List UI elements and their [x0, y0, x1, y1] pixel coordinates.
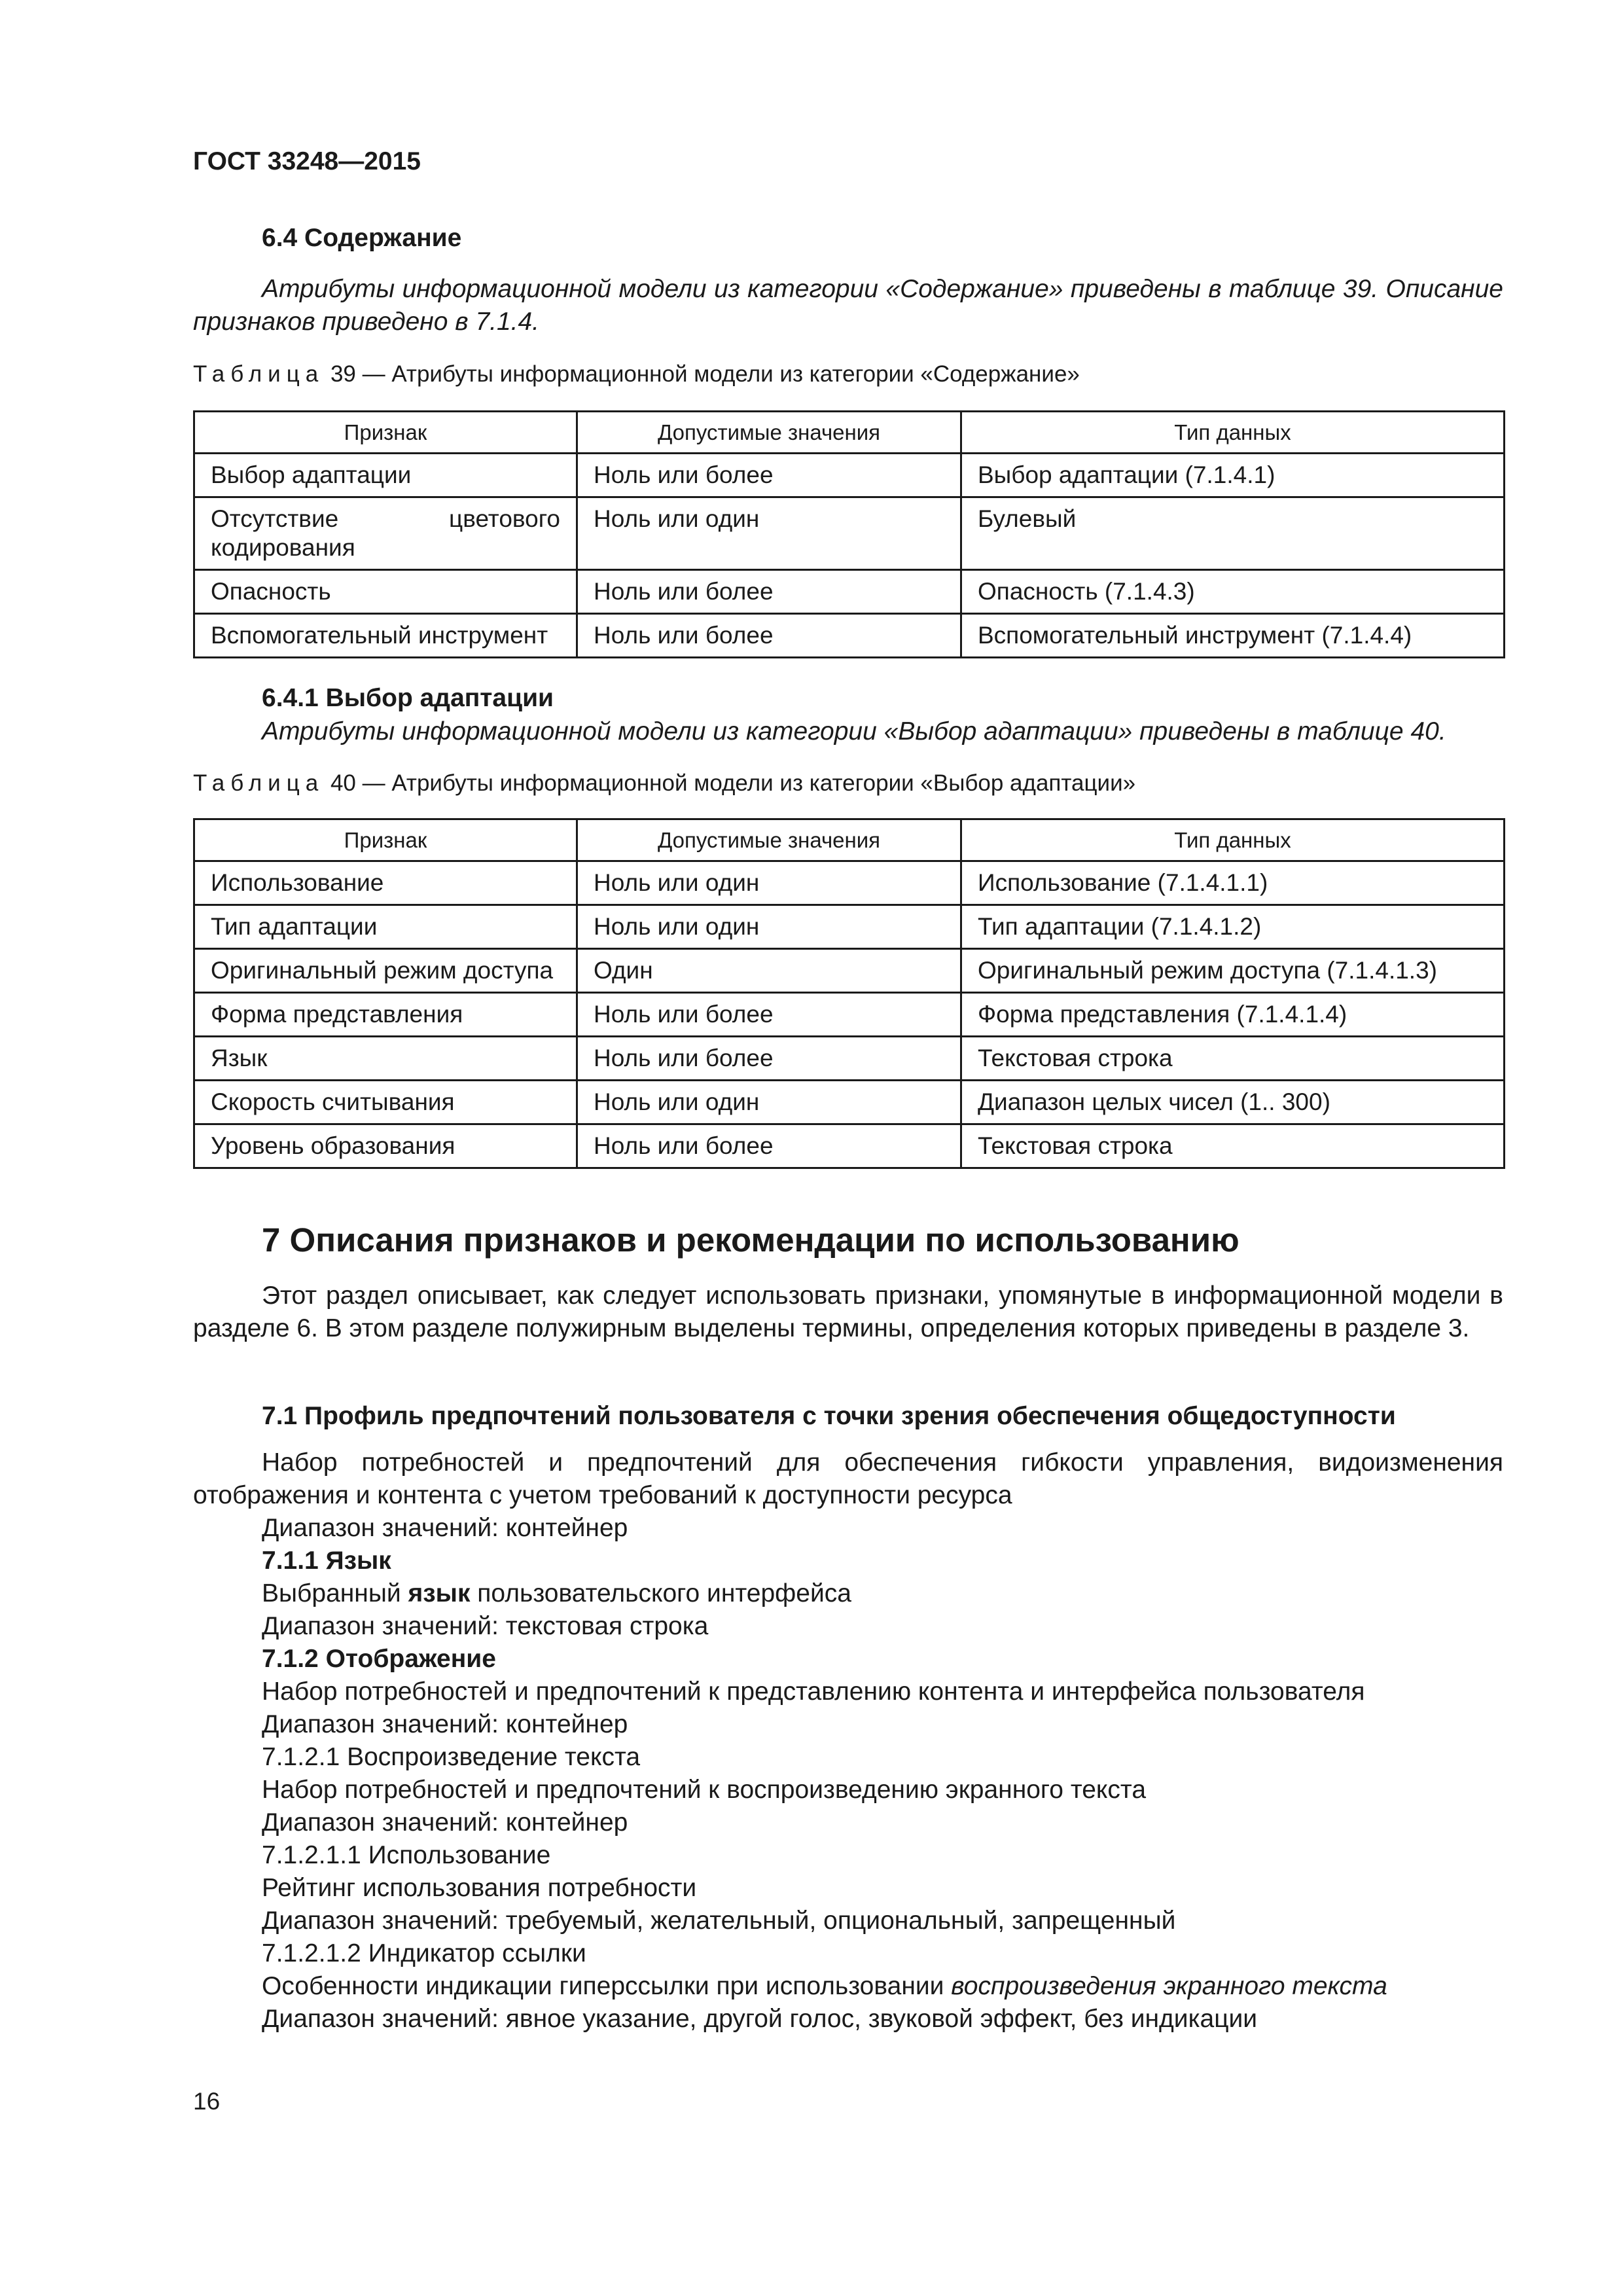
- section-7-1-range: Диапазон значений: контейнер: [262, 1514, 628, 1542]
- table-row: [194, 454, 1505, 497]
- section-6-4-intro: Атрибуты информационной модели из категории «Содержание» приведены в таблице 39. Описание признаков приведено в 7.1.4.: [193, 275, 1503, 336]
- table-cell: Ноль или один: [577, 905, 961, 949]
- table-cell: Выбор адаптации (7.1.4.1): [961, 454, 1505, 497]
- section-6-4-heading: 6.4 Содержание: [262, 224, 462, 252]
- table-40: [193, 818, 1505, 1169]
- table-row: [194, 614, 1505, 658]
- column-header: Допустимые значения: [577, 819, 961, 861]
- table-cell: Ноль или более: [577, 614, 961, 658]
- table-header-row: [194, 819, 1505, 861]
- section-7-intro: Этот раздел описывает, как следует использовать признаки, упомянутые в информационной модели в разделе 6. В этом разделе полужирным выделены термины, определения которых приведены в разделе 3.: [193, 1282, 1503, 1342]
- table-cell: Булевый: [961, 497, 1505, 570]
- section-7-heading: 7 Описания признаков и рекомендации по использованию: [262, 1221, 1240, 1259]
- section-7-1-2-1-1-range: Диапазон значений: требуемый, желательный, опциональный, запрещенный: [262, 1907, 1176, 1935]
- table-cell: Ноль или один: [577, 1081, 961, 1124]
- section-7-1-2-1-range: Диапазон значений: контейнер: [262, 1808, 628, 1837]
- table-row: [194, 1081, 1505, 1124]
- table-cell: Форма представления: [194, 993, 577, 1037]
- table-row: [194, 1037, 1505, 1081]
- table-cell: Текстовая строка: [961, 1037, 1505, 1081]
- table-row: [194, 1124, 1505, 1168]
- table-cell: Диапазон целых чисел (1.. 300): [961, 1081, 1505, 1124]
- table-cell: Опасность (7.1.4.3): [961, 570, 1505, 614]
- table-header-row: [194, 412, 1505, 454]
- table-cell: Опасность: [194, 570, 577, 614]
- table-cell: Оригинальный режим доступа: [194, 949, 577, 993]
- table-40-caption-word: Таблица: [193, 770, 325, 796]
- section-7-1-2-1-1-heading: 7.1.2.1.1 Использование: [262, 1841, 551, 1869]
- page-number: 16: [193, 2088, 221, 2115]
- bold-term: язык: [408, 1579, 471, 1607]
- table-row: [194, 993, 1505, 1037]
- text-fragment: Выбранный: [262, 1579, 408, 1607]
- table-row: [194, 905, 1505, 949]
- table-cell: Тип адаптации: [194, 905, 577, 949]
- table-cell: Ноль или более: [577, 993, 961, 1037]
- column-header: Тип данных: [961, 819, 1505, 861]
- section-7-1-2-range: Диапазон значений: контейнер: [262, 1710, 628, 1738]
- table-row: [194, 570, 1505, 614]
- table-row: [194, 949, 1505, 993]
- section-7-1-2-1-1-text: Рейтинг использования потребности: [262, 1874, 697, 1902]
- table-cell: Выбор адаптации: [194, 454, 577, 497]
- table-39: [193, 410, 1505, 658]
- table-cell: Ноль или один: [577, 861, 961, 905]
- section-7-1-2-1-2-range: Диапазон значений: явное указание, другой голос, звуковой эффект, без индикации: [262, 2005, 1258, 2033]
- section-7-1-1-heading: 7.1.1 Язык: [262, 1547, 391, 1575]
- section-7-1-2-1-text: Набор потребностей и предпочтений к воспроизведению экранного текста: [262, 1776, 1147, 1804]
- table-cell: Использование: [194, 861, 577, 905]
- table-39-caption: [193, 361, 1080, 387]
- table-39-caption-text: 39 — Атрибуты информационной модели из категории «Содержание»: [330, 361, 1080, 387]
- table-cell: Ноль или более: [577, 570, 961, 614]
- section-7-1-heading: 7.1 Профиль предпочтений пользователя с точки зрения обеспечения общедоступности: [262, 1402, 1396, 1430]
- section-6-4-1-heading: 6.4.1 Выбор адаптации: [262, 684, 554, 712]
- table-39-caption-word: Таблица: [193, 361, 325, 387]
- table-cell: Тип адаптации (7.1.4.1.2): [961, 905, 1505, 949]
- table-cell: Один: [577, 949, 961, 993]
- table-cell: Скорость считывания: [194, 1081, 577, 1124]
- table-cell: Ноль или один: [577, 497, 961, 570]
- section-7-1-1-range: Диапазон значений: текстовая строка: [262, 1612, 709, 1640]
- table-cell: Использование (7.1.4.1.1): [961, 861, 1505, 905]
- text-fragment: Особенности индикации гиперссылки при использовании: [262, 1972, 952, 2000]
- column-header: Признак: [194, 819, 577, 861]
- section-7-1-2-1-heading: 7.1.2.1 Воспроизведение текста: [262, 1743, 641, 1771]
- section-7-1-2-heading: 7.1.2 Отображение: [262, 1645, 496, 1673]
- table-cell: Ноль или более: [577, 454, 961, 497]
- table-cell: Язык: [194, 1037, 577, 1081]
- column-header: Допустимые значения: [577, 412, 961, 454]
- table-row: [194, 861, 1505, 905]
- section-7-1-1-text: [262, 1577, 851, 1610]
- table-cell: Форма представления (7.1.4.1.4): [961, 993, 1505, 1037]
- section-7-1-text: Набор потребностей и предпочтений для обеспечения гибкости управления, видоизменения отображения и контента с учетом требований к доступности ресурса: [193, 1448, 1503, 1509]
- table-cell: Отсутствие цветового кодирования: [194, 497, 577, 570]
- table-40-caption-text: 40 — Атрибуты информационной модели из категории «Выбор адаптации»: [330, 770, 1136, 796]
- section-7-1-2-text: Набор потребностей и предпочтений к представлению контента и интерфейса пользователя: [262, 1677, 1365, 1706]
- table-cell: Ноль или более: [577, 1037, 961, 1081]
- section-7-1-2-1-2-heading: 7.1.2.1.2 Индикатор ссылки: [262, 1939, 586, 1967]
- table-cell: Уровень образования: [194, 1124, 577, 1168]
- text-fragment: пользовательского интерфейса: [470, 1579, 851, 1607]
- italic-term: воспроизведения экранного текста: [951, 1972, 1387, 2000]
- table-cell: Текстовая строка: [961, 1124, 1505, 1168]
- section-7-1-2-1-2-text: [262, 1970, 1387, 2003]
- table-cell: Вспомогательный инструмент: [194, 614, 577, 658]
- table-row: [194, 497, 1505, 570]
- column-header: Признак: [194, 412, 577, 454]
- column-header: Тип данных: [961, 412, 1505, 454]
- table-cell: Ноль или более: [577, 1124, 961, 1168]
- table-cell: Оригинальный режим доступа (7.1.4.1.3): [961, 949, 1505, 993]
- table-40-caption: [193, 770, 1135, 797]
- table-cell: Вспомогательный инструмент (7.1.4.4): [961, 614, 1505, 658]
- section-6-4-1-intro: Атрибуты информационной модели из категории «Выбор адаптации» приведены в таблице 40.: [262, 717, 1446, 745]
- standard-designation: ГОСТ 33248—2015: [193, 147, 421, 175]
